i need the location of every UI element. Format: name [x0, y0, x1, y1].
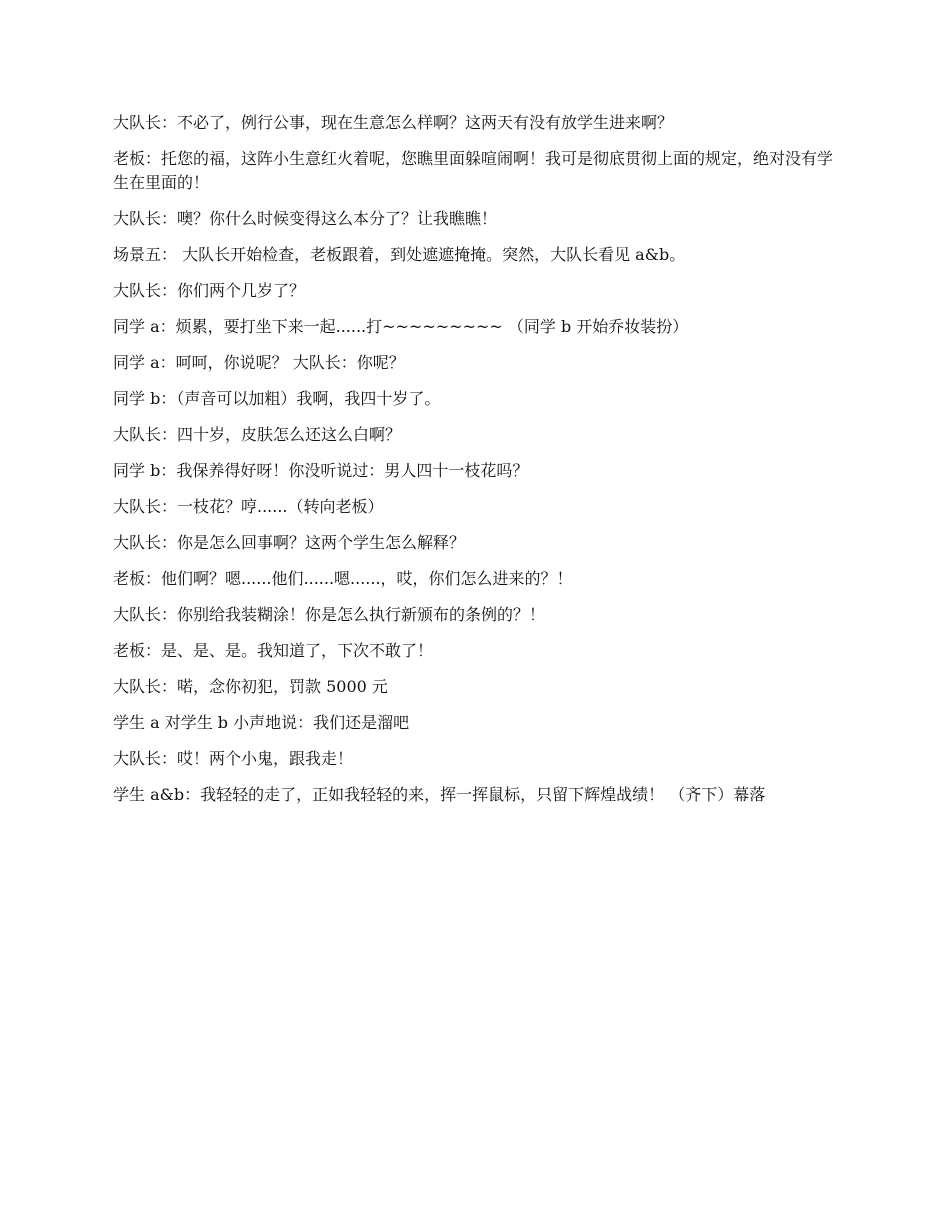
- paragraph-4: 场景五： 大队长开始检查，老板跟着，到处遮遮掩掩。突然，大队长看见 a&b。: [113, 245, 686, 264]
- paragraph-9: 大队长：四十岁，皮肤怎么还这么白啊？: [113, 425, 402, 444]
- paragraph-16: 大队长：喏，念你初犯，罚款 5000 元: [113, 677, 388, 696]
- paragraph-7: 同学 a：呵呵，你说呢？ 大队长：你呢？: [113, 353, 405, 372]
- paragraph-10: 同学 b：我保养得好呀！你没听说过：男人四十一枝花吗？: [113, 461, 529, 480]
- paragraph-19: 学生 a&b：我轻轻的走了，正如我轻轻的来，挥一挥鼠标，只留下辉煌战绩！ （齐下）幕落: [113, 785, 766, 804]
- paragraph-17: 学生 a 对学生 b 小声地说：我们还是溜吧: [113, 713, 410, 732]
- paragraph-14: 大队长：你别给我装糊涂！你是怎么执行新颁布的条例的？！: [113, 605, 546, 624]
- paragraph-13: 老板：他们啊？嗯......他们......嗯......，哎，你们怎么进来的？！: [113, 569, 573, 588]
- paragraph-6: 同学 a：烦累，要打坐下来一起......打~~~~~~~~~ （同学 b 开始乔妆装扮）: [113, 317, 689, 336]
- paragraph-5: 大队长：你们两个几岁了？: [113, 281, 306, 300]
- paragraph-1: 大队长：不必了，例行公事，现在生意怎么样啊？这两天有没有放学生进来啊？: [113, 113, 674, 132]
- paragraph-12: 大队长：你是怎么回事啊？这两个学生怎么解释？: [113, 533, 466, 552]
- paragraph-11: 大队长：一枝花？哼......（转向老板）: [113, 497, 384, 516]
- paragraph-8: 同学 b：（声音可以加粗）我啊，我四十岁了。: [113, 389, 441, 408]
- paragraph-2: 老板：托您的福，这阵小生意红火着呢，您瞧里面躲喧闹啊！我可是彻底贯彻上面的规定，绝对没有学生在里面的！: [113, 149, 834, 192]
- document-body: [113, 111, 833, 819]
- paragraph-18: 大队长：哎！两个小鬼，跟我走！: [113, 749, 354, 768]
- paragraph-3: 大队长：噢？你什么时候变得这么本分了？让我瞧瞧！: [113, 209, 498, 228]
- paragraph-15: 老板：是、是、是。我知道了，下次不敢了！: [113, 641, 434, 660]
